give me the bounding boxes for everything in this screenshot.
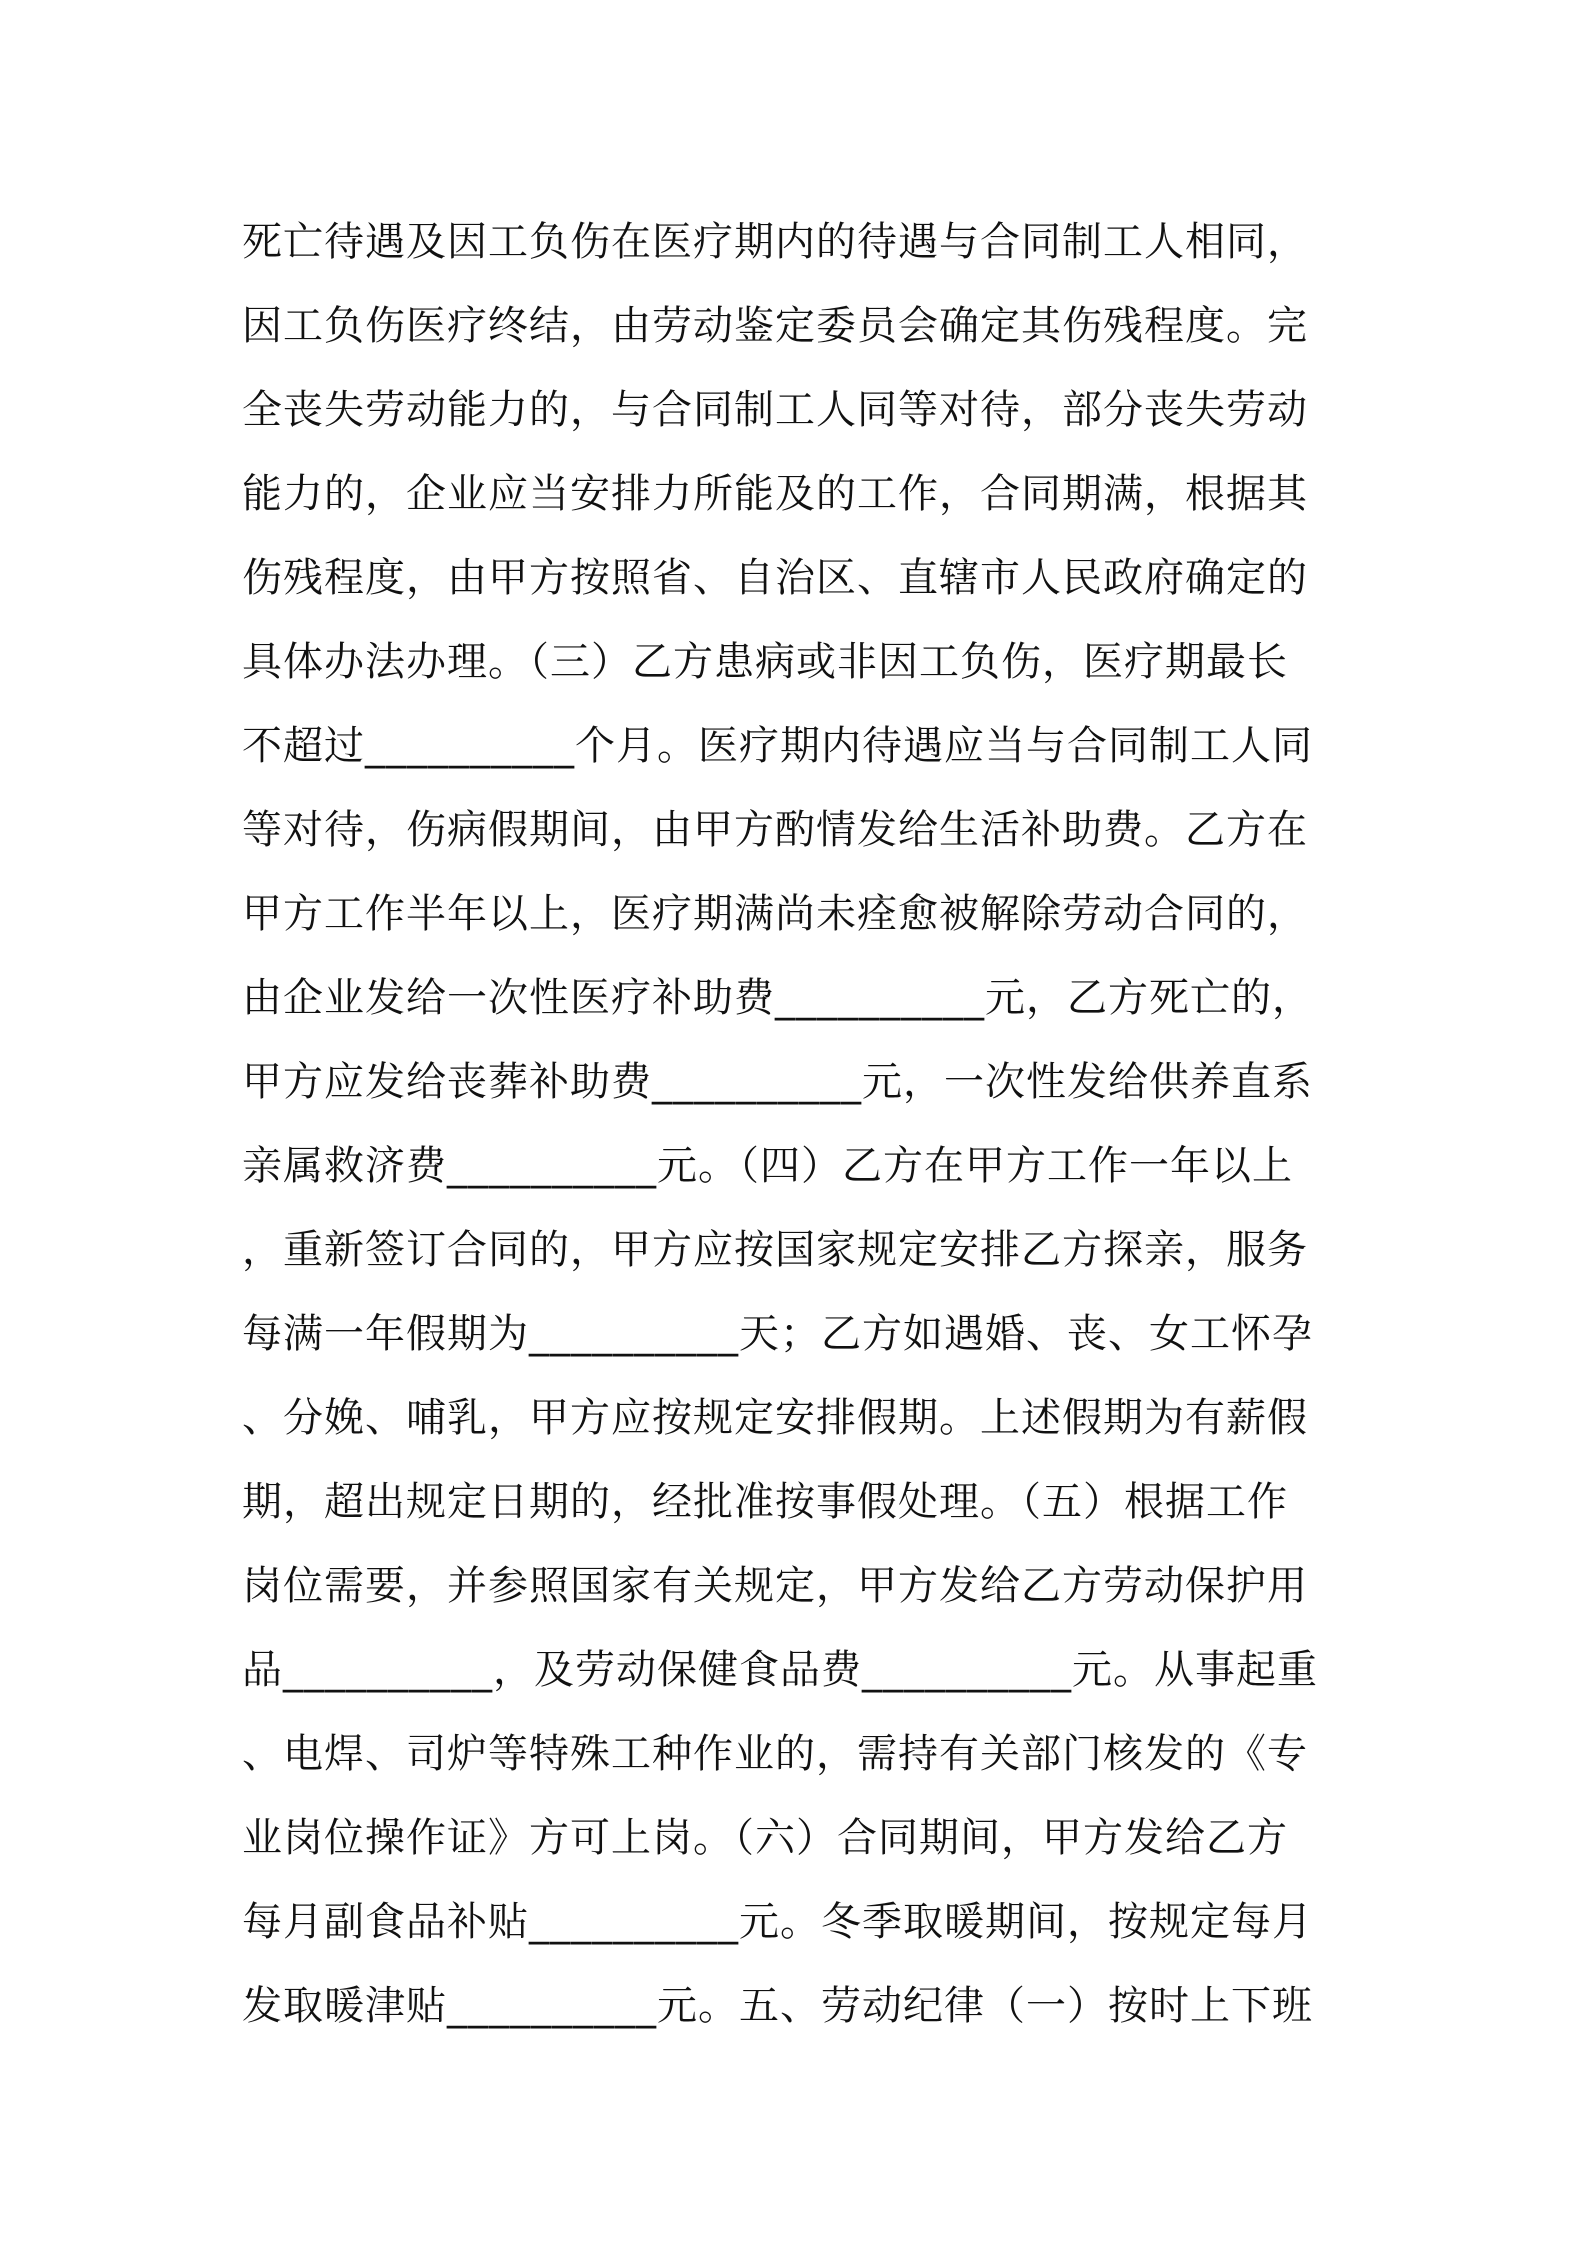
text-line: 期，超出规定日期的，经批准按事假处理。（五）根据工作 xyxy=(242,1479,1288,1525)
text-line: 伤残程度，由甲方按照省、自治区、直辖市人民政府确定的 xyxy=(242,555,1308,601)
text-line: 死亡待遇及因工负伤在医疗期内的待遇与合同制工人相同， xyxy=(242,219,1308,265)
text-line: 品__________，及劳动保健食品费__________元。从事起重 xyxy=(242,1647,1318,1693)
text-line: 全丧失劳动能力的，与合同制工人同等对待，部分丧失劳动 xyxy=(242,387,1308,433)
text-line: 等对待，伤病假期间，由甲方酌情发给生活补助费。乙方在 xyxy=(242,807,1308,853)
text-line: 因工负伤医疗终结，由劳动鉴定委员会确定其伤残程度。完 xyxy=(242,303,1308,349)
text-line: 业岗位操作证》方可上岗。（六）合同期间，甲方发给乙方 xyxy=(242,1815,1288,1861)
text-line: 每月副食品补贴__________元。冬季取暖期间，按规定每月 xyxy=(242,1899,1313,1945)
text-line: ，重新签订合同的，甲方应按国家规定安排乙方探亲，服务 xyxy=(242,1227,1308,1273)
text-line: 、分娩、哺乳，甲方应按规定安排假期。上述假期为有薪假 xyxy=(242,1395,1308,1441)
text-line: 亲属救济费__________元。（四）乙方在甲方工作一年以上 xyxy=(242,1143,1293,1189)
text-line: 每满一年假期为__________天；乙方如遇婚、丧、女工怀孕 xyxy=(242,1311,1313,1357)
text-line: 甲方应发给丧葬补助费__________元，一次性发给供养直系 xyxy=(242,1059,1313,1105)
text-line: 具体办法办理。（三）乙方患病或非因工负伤，医疗期最长 xyxy=(242,639,1288,685)
text-line: 、电焊、司炉等特殊工种作业的，需持有关部门核发的《专 xyxy=(242,1731,1308,1777)
text-line: 不超过__________个月。医疗期内待遇应当与合同制工人同 xyxy=(242,723,1313,769)
contract-text xyxy=(242,200,1362,2048)
text-line: 能力的，企业应当安排力所能及的工作，合同期满，根据其 xyxy=(242,471,1308,517)
text-line: 岗位需要，并参照国家有关规定，甲方发给乙方劳动保护用 xyxy=(242,1563,1308,1609)
text-line: 由企业发给一次性医疗补助费__________元，乙方死亡的， xyxy=(242,975,1313,1021)
text-line: 甲方工作半年以上，医疗期满尚未痊愈被解除劳动合同的， xyxy=(242,891,1308,937)
text-line: 发取暖津贴__________元。五、劳动纪律（一）按时上下班 xyxy=(242,1983,1313,2029)
